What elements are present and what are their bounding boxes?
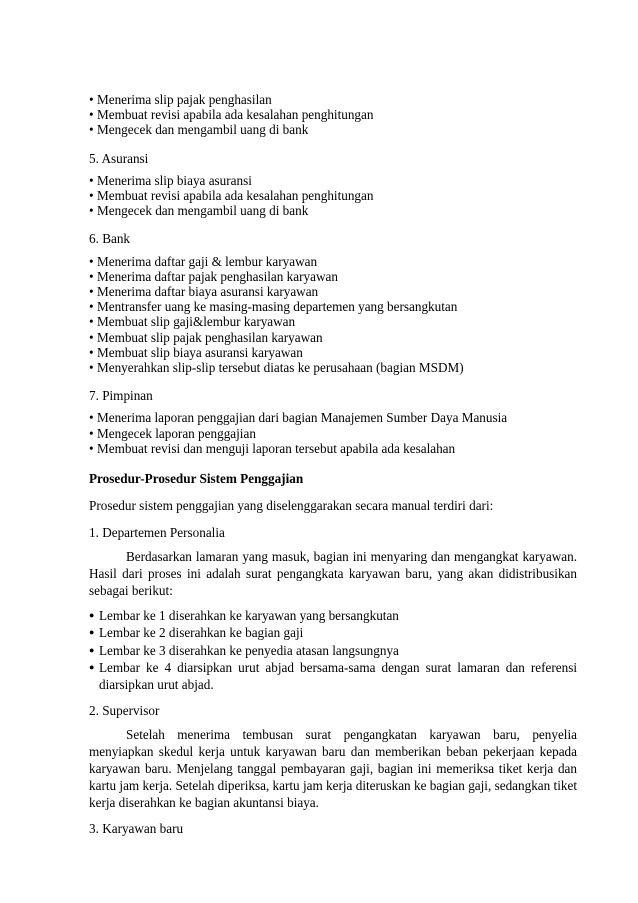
list-item: ● Lembar ke 1 diserahkan ke karyawan yang bersangkutan <box>89 607 577 624</box>
bullet-list-pimpinan <box>89 410 577 456</box>
list-item: • Membuat slip biaya asuransi karyawan <box>89 345 577 360</box>
supervisor-paragraph: Setelah menerima tembusan surat pengangkatan karyawan baru, penyelia menyiapkan skedul kerja untuk karyawan baru dan memberikan beban pekerjaan kepada karyawan baru. Menjelang tanggal pembayaran gaji, bagian ini memeriksa tiket kerja dan kartu jam kerja. Setelah diperiksa, kartu jam kerja diteruskan ke bagian gaji, sedangkan tiket kerja diserahkan ke bagian akuntansi biaya. <box>89 726 577 811</box>
section-heading-asuransi: 5. Asuransi <box>89 150 149 166</box>
section-heading-personalia: 1. Departemen Personalia <box>89 525 225 541</box>
list-item: • Mentransfer uang ke masing-masing departemen yang bersangkutan <box>89 299 577 314</box>
bullet-list-asuransi <box>89 173 577 219</box>
section-heading-bank: 6. Bank <box>89 231 131 247</box>
list-item: • Membuat slip pajak penghasilan karyawan <box>89 330 577 345</box>
list-item: • Menyerahkan slip-slip tersebut diatas ke perusahaan (bagian MSDM) <box>89 360 577 375</box>
list-item: • Menerima slip pajak penghasilan <box>89 92 577 107</box>
list-item: • Menerima laporan penggajian dari bagian Manajemen Sumber Daya Manusia <box>89 410 577 425</box>
list-item: • Menerima daftar pajak penghasilan karyawan <box>89 269 577 284</box>
personalia-paragraph: Berdasarkan lamaran yang masuk, bagian ini menyaring dan mengangkat karyawan. Hasil dari proses ini adalah surat pengangkata karyawan baru, yang akan didistribusikan sebagai berikut: <box>89 548 577 599</box>
bullet-list-bank <box>89 254 577 376</box>
section-heading-karyawan-baru: 3. Karyawan baru <box>89 820 184 836</box>
section-heading-pimpinan: 7. Pimpinan <box>89 388 153 404</box>
section-heading-supervisor: 2. Supervisor <box>89 703 160 719</box>
list-item: • Menerima slip biaya asuransi <box>89 173 577 188</box>
bullet-list-top <box>89 92 577 138</box>
prosedur-intro: Prosedur sistem penggajian yang diselenggarakan secara manual terdiri dari: <box>89 498 494 514</box>
list-item: • Membuat slip gaji&lembur karyawan <box>89 314 577 329</box>
list-item: • Mengecek dan mengambil uang di bank <box>89 122 577 137</box>
list-item: • Membuat revisi apabila ada kesalahan penghitungan <box>89 107 577 122</box>
list-item: • Menerima daftar biaya asuransi karyawan <box>89 284 577 299</box>
document-page <box>89 92 577 836</box>
list-item: • Menerima daftar gaji & lembur karyawan <box>89 254 577 269</box>
list-item: • Membuat revisi dan menguji laporan tersebut apabila ada kesalahan <box>89 441 577 456</box>
distribution-list <box>89 607 577 693</box>
list-item: • Mengecek laporan penggajian <box>89 426 577 441</box>
list-item: ● Lembar ke 4 diarsipkan urut abjad bersama-sama dengan surat lamaran dan referensi diarsipkan urut abjad. <box>89 659 577 693</box>
list-item: • Membuat revisi apabila ada kesalahan penghitungan <box>89 188 577 203</box>
list-item: ● Lembar ke 2 diserahkan ke bagian gaji <box>89 624 577 641</box>
list-item: • Mengecek dan mengambil uang di bank <box>89 203 577 218</box>
list-item: ● Lembar ke 3 diserahkan ke penyedia atasan langsungnya <box>89 642 577 659</box>
prosedur-title: Prosedur-Prosedur Sistem Penggajian <box>89 471 304 487</box>
